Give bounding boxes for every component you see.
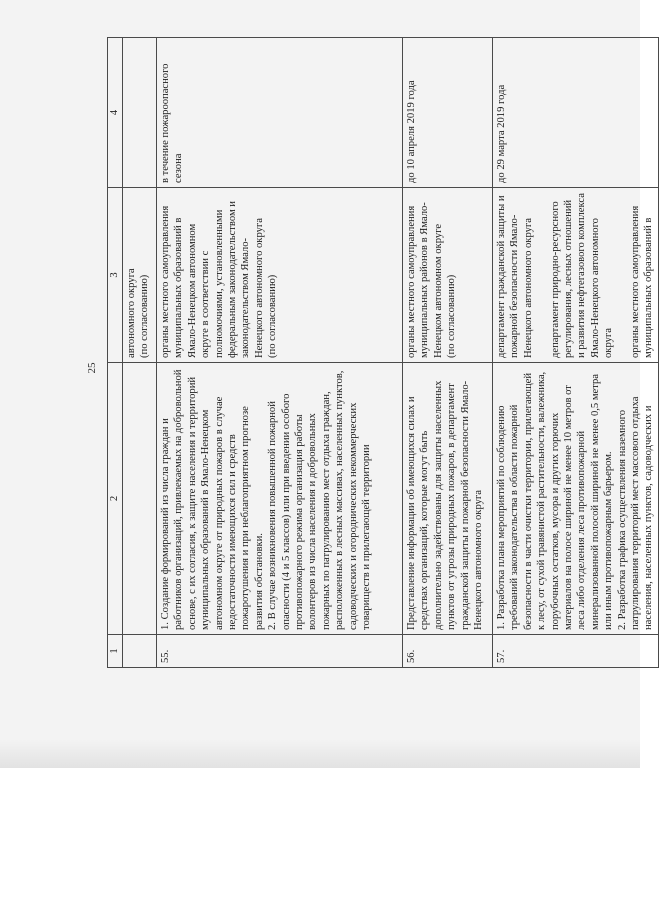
row-deadline: до 29 марта 2019 года — [493, 38, 659, 188]
table-header-row — [108, 38, 123, 668]
header-col-4: 4 — [108, 38, 123, 188]
continuation-deadline — [123, 38, 157, 188]
continuation-num — [123, 635, 157, 668]
measures-table — [107, 37, 659, 668]
row-number: 56. — [403, 635, 493, 668]
row-deadline: до 10 апреля 2019 года — [403, 38, 493, 188]
row-measure: 1. Создание формирований из числа граждан и работников организаций, привлекаемых на добровольной основе, с их согласия, к защите населения и территорий муниципальных образований в Ямало-Ненецком автономном округе от природных пожаров в случае недостаточности имеющихся сил и средств пожаротушения и при неблагоприятном прогнозе развития обстановки. 2. В случае возникновения повышенной пожарной опасности (4 и 5 классов) или при введении особого противопожарного режима организация работы волонтеров из числа населения и добровольных пожарных по патрулированию мест отдыха граждан, расположенных в лесных массивах, населенных пунктов, садоводческих и огороднических некоммерческих товариществ и прилегающей территории — [157, 363, 403, 635]
continuation-measure — [123, 363, 157, 635]
row-responsible: органы местного самоуправления муниципальных образований в Ямало-Ненецком автономном округе в соответствии с полномочиями, установленными федеральным законодательством и законодательством Ямало-Ненецкого автономного округа (по согласованию) — [157, 188, 403, 363]
row-number: 57. — [493, 635, 659, 668]
row-measure: Представление информации об имеющихся силах и средствах организаций, которые могут быть дополнительно задействованы для защиты населенных пунктов от угрозы природных пожаров, в департамент гражданской защиты и пожарной безопасности Ямало-Ненецкого автономного округа — [403, 363, 493, 635]
row-deadline: в течение пожароопасного сезона — [157, 38, 403, 188]
page-number: 25 — [86, 362, 98, 374]
header-col-1: 1 — [108, 635, 123, 668]
table-row — [157, 38, 403, 668]
row-responsible: органы местного самоуправления муниципальных районов в Ямало-Ненецком автономном округе (по согласованию) — [403, 188, 493, 363]
row-responsible: департамент гражданской защиты и пожарной безопасности Ямало-Ненецкого автономного округа департамент природно-ресурсного регулирования, лесных отношений и развития нефтегазового комплекса Ямало-Ненецкого автономного округа органы местного самоуправления муниципальных образований в — [493, 188, 659, 363]
table-row — [403, 38, 493, 668]
header-col-3: 3 — [108, 188, 123, 363]
row-number: 55. — [157, 635, 403, 668]
row-measure: 1. Разработка плана мероприятий по соблюдению требований законодательства в области пожарной безопасности в части очистки территории, прилегающей к лесу, от сухой травянистой растительности, валежника, порубочных остатков, мусора и других горючих материалов на полосе шириной не менее 10 метров от леса либо отделения леса противопожарной минерализованной полосой шириной не менее 0,5 метра или иным противопожарным барьером. 2. Разработка графика осуществления наземного патрулирования территорий мест массового отдыха населения, населенных пунктов, садоводческих и — [493, 363, 659, 635]
scan-bottom-edge — [0, 740, 640, 768]
table-row — [493, 38, 659, 668]
continuation-row — [123, 38, 157, 668]
rotated-table-container — [107, 38, 655, 668]
continuation-responsible: автономного округа (по согласованию) — [123, 188, 157, 363]
header-col-2: 2 — [108, 363, 123, 635]
